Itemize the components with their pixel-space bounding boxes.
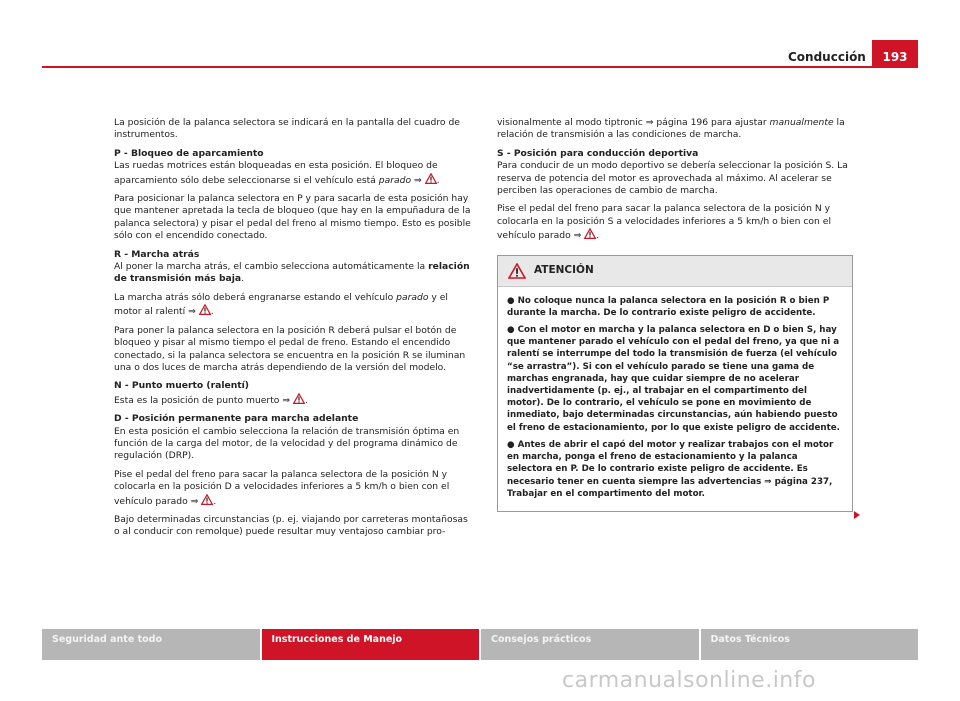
section-heading-s: S - Posición para conducción deportiva (497, 147, 699, 159)
footer-tab-instrucciones[interactable]: Instrucciones de Manejo (262, 629, 480, 660)
warning-body (498, 287, 852, 511)
paragraph: Para poner la palanca selectora en la posición R deberá pulsar el botón de bloqueo y pisar al mismo tiempo el pedal de freno. Estando el encendido conectado, si la palanca selectora se encuentra en la posición R se iluminan una o dos luces de marcha atrás dependiendo de la versión del modelo. (114, 324, 466, 373)
paragraph: visionalmente al modo tiptronic ⇒ página 196 para ajustar manualmente la relación de transmisión a las condiciones de marcha. (497, 117, 845, 141)
warning-item: ● Con el motor en marcha y la palanca selectora en D o bien S, hay que mantener parado el vehículo con el pedal del freno, ya que ni a ralentí se interrumpe del todo la transmisión de fuerza (el vehículo “se arrastra”). Si con el vehículo parado se tiene una gama de marchas engranada, hay que cuidar siempre de no acelerar inadvertidamente (p. ej., al trabajar en el compartimento del motor). De lo contrario, el vehículo se pone en movimiento de inmediato, bajo determinadas circunstancias, aún habiendo puesto el freno de estacionamiento, por lo que existe peligro de accidente. (507, 325, 840, 433)
footer-tab-seguridad[interactable]: Seguridad ante todo (42, 629, 260, 660)
paragraph: Esta es la posición de punto muerto ⇒ . (114, 394, 308, 406)
section-heading-p: P - Bloqueo de aparcamiento (114, 147, 264, 159)
warning-triangle-icon[interactable] (293, 393, 305, 404)
warning-header (498, 256, 852, 287)
footer-nav (42, 629, 918, 660)
header-rule (42, 66, 918, 68)
warning-triangle-icon[interactable] (425, 173, 437, 184)
section-heading-r: R - Marcha atrás (114, 248, 200, 260)
paragraph: Las ruedas motrices están bloqueadas en esta posición. El bloqueo de aparcamiento sólo debe seleccionarse si el vehículo está parado ⇒ . (114, 160, 440, 186)
left-column (114, 117, 476, 545)
section-heading-n: N - Punto muerto (ralentí) (114, 380, 249, 392)
footer-tab-consejos[interactable]: Consejos prácticos (481, 629, 699, 660)
paragraph: Al poner la marcha atrás, el cambio selecciona automáticamente la relación de transmisión más baja. (114, 261, 470, 285)
chapter-title: Conducción (788, 50, 866, 64)
warning-title: ATENCIÓN (534, 264, 594, 277)
paragraph: La posición de la palanca selectora se indicará en la pantalla del cuadro de instrumentos. (114, 117, 460, 141)
warning-item: ● Antes de abrir el capó del motor y realizar trabajos con el motor en marcha, ponga el freno de estacionamiento y la palanca selectora en P. De lo contrario existe peligro de accidente. Es necesario tener en cuenta siempre las advertencias ⇒ página 237, Trabajar en el compartimento del motor. (507, 439, 834, 499)
paragraph: La marcha atrás sólo deberá engranarse estando el vehículo parado y el motor al ralentí ⇒ . (114, 291, 448, 318)
warning-triangle-icon[interactable] (584, 228, 596, 239)
paragraph: Pise el pedal del freno para sacar la palanca selectora de la posición N y colocarla en la posición D a velocidades inferiores a 5 km/h o bien con el vehículo parado ⇒ . (114, 468, 450, 507)
warning-box (497, 255, 853, 512)
warning-triangle-icon[interactable] (199, 304, 211, 315)
continue-arrow-icon (852, 510, 862, 520)
paragraph: Para posicionar la palanca selectora en P y para sacarla de esta posición hay que mantener apretada la tecla de bloqueo (que hay en la empuñadura de la palanca selectora) y pisar el pedal del freno al mismo tiempo. Esto es posible sólo con el encendido conectado. (114, 193, 471, 242)
watermark: carmanualsonline.info (562, 668, 816, 693)
section-heading-d: D - Posición permanente para marcha adelante (114, 413, 359, 425)
warning-triangle-icon (508, 263, 526, 279)
right-column (497, 117, 853, 512)
page-number: 193 (872, 40, 918, 68)
paragraph: Bajo determinadas circunstancias (p. ej. viajando por carreteras montañosas o al conducir con remolque) puede resultar muy ventajoso cambiar pro- (114, 513, 468, 538)
paragraph: En esta posición el cambio selecciona la relación de transmisión óptima en función de la carga del motor, de la velocidad y del programa dinámico de regulación (DRP). (114, 425, 460, 462)
paragraph: Pise el pedal del freno para sacar la palanca selectora de la posición N y colocarla en la posición S a velocidades inferiores a 5 km/h o bien con el vehículo parado ⇒ . (497, 203, 832, 242)
warning-triangle-icon[interactable] (201, 494, 213, 505)
footer-tab-datos[interactable]: Datos Técnicos (701, 629, 919, 660)
paragraph: Para conducir de un modo deportivo se debería seleccionar la posición S. La reserva de potencia del motor es aprovechada al máximo. Al acelerar se perciben las operaciones de cambio de marcha. (497, 160, 848, 197)
warning-item: ● No coloque nunca la palanca selectora en la posición R o bien P durante la marcha. De lo contrario existe peligro de accidente. (507, 295, 830, 318)
